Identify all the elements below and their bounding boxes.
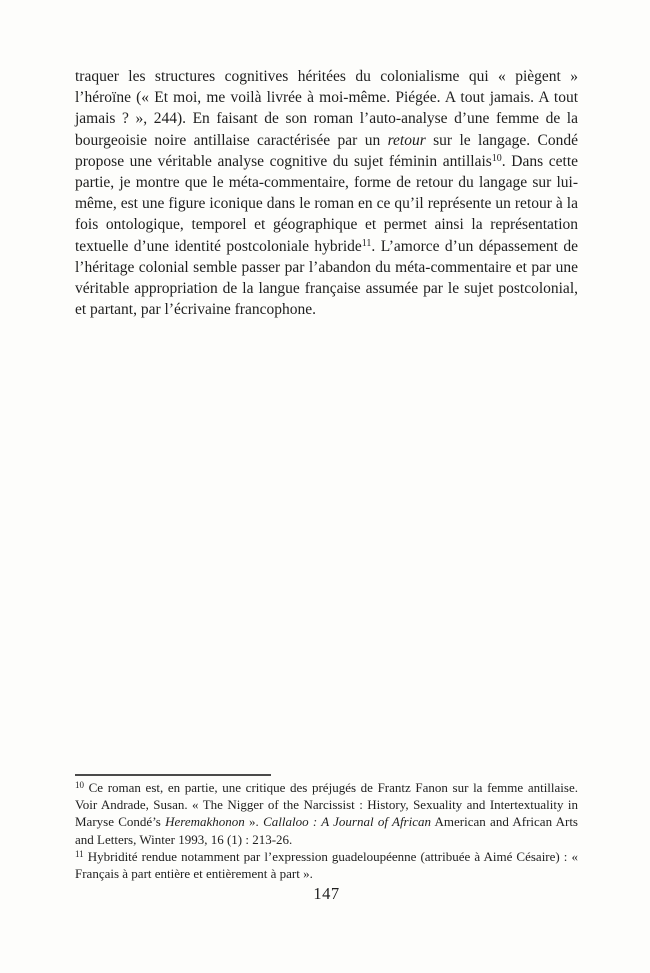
footnote-11	[75, 848, 578, 882]
body-paragraph	[75, 66, 578, 320]
footnote-text-segment: ».	[244, 814, 264, 830]
page-number: 147	[313, 884, 340, 903]
footnote-10	[75, 779, 578, 848]
body-text-segment: sur le langage. Condé propose une véritable analyse cognitive du sujet féminin antillais	[75, 131, 578, 170]
footnote-reference-11: 11	[361, 237, 372, 249]
footnote-text-segment: Ce roman est, en partie, une critique des préjugés de Frantz Fanon sur la femme antillaise. Voir Andrade, Susan. « The Nigger of the Narcissist : History, Sexuality and Intertextuality in Maryse Condé’s	[75, 780, 578, 830]
footnote-separator-rule	[75, 774, 271, 776]
body-text-segment: . Dans cette partie, je montre que le méta-commentaire, forme de retour du langage sur lui-même, est une figure iconique dans le roman en ce qu’il représente un retour à la fois ontologique, temporel et géographique et permet ainsi la représentation textuelle d’une identité postcoloniale hybride	[75, 152, 579, 255]
footnotes-section	[75, 779, 578, 882]
footnote-text-segment: American and African Arts and Letters, Winter 1993, 16 (1) : 213-26.	[75, 814, 578, 847]
italic-term-retour: retour	[387, 131, 426, 149]
footnote-number: 10	[75, 780, 84, 790]
body-text-segment: traquer les structures cognitives héritées du colonialisme qui « piègent » l’héroïne (« Et moi, me voilà livrée à moi-même. Piégée. A tout jamais. A tout jamais ? », 244). En faisant de son roman l’auto-analyse d’une femme de la bourgeoisie noire antillaise caractérisée par un	[75, 68, 578, 149]
footnote-reference-10: 10	[491, 152, 502, 164]
footnote-text-segment: Hybridité rendue notamment par l’expression guadeloupéenne (attribuée à Aimé Césaire) : « Français à part entière et entièrement à part ».	[75, 848, 578, 882]
italic-title-callaloo: Callaloo : A Journal of African	[263, 814, 431, 830]
body-text-segment: . L’amorce d’un dépassement de l’héritage colonial semble passer par l’abandon du méta-commentaire et par une véritable appropriation de la langue française assumée par le sujet postcolonial, et partant, par l’écrivaine francophone.	[75, 237, 578, 319]
italic-title-heremakhonon: Heremakhonon	[165, 814, 245, 830]
footnote-number: 11	[75, 848, 84, 859]
